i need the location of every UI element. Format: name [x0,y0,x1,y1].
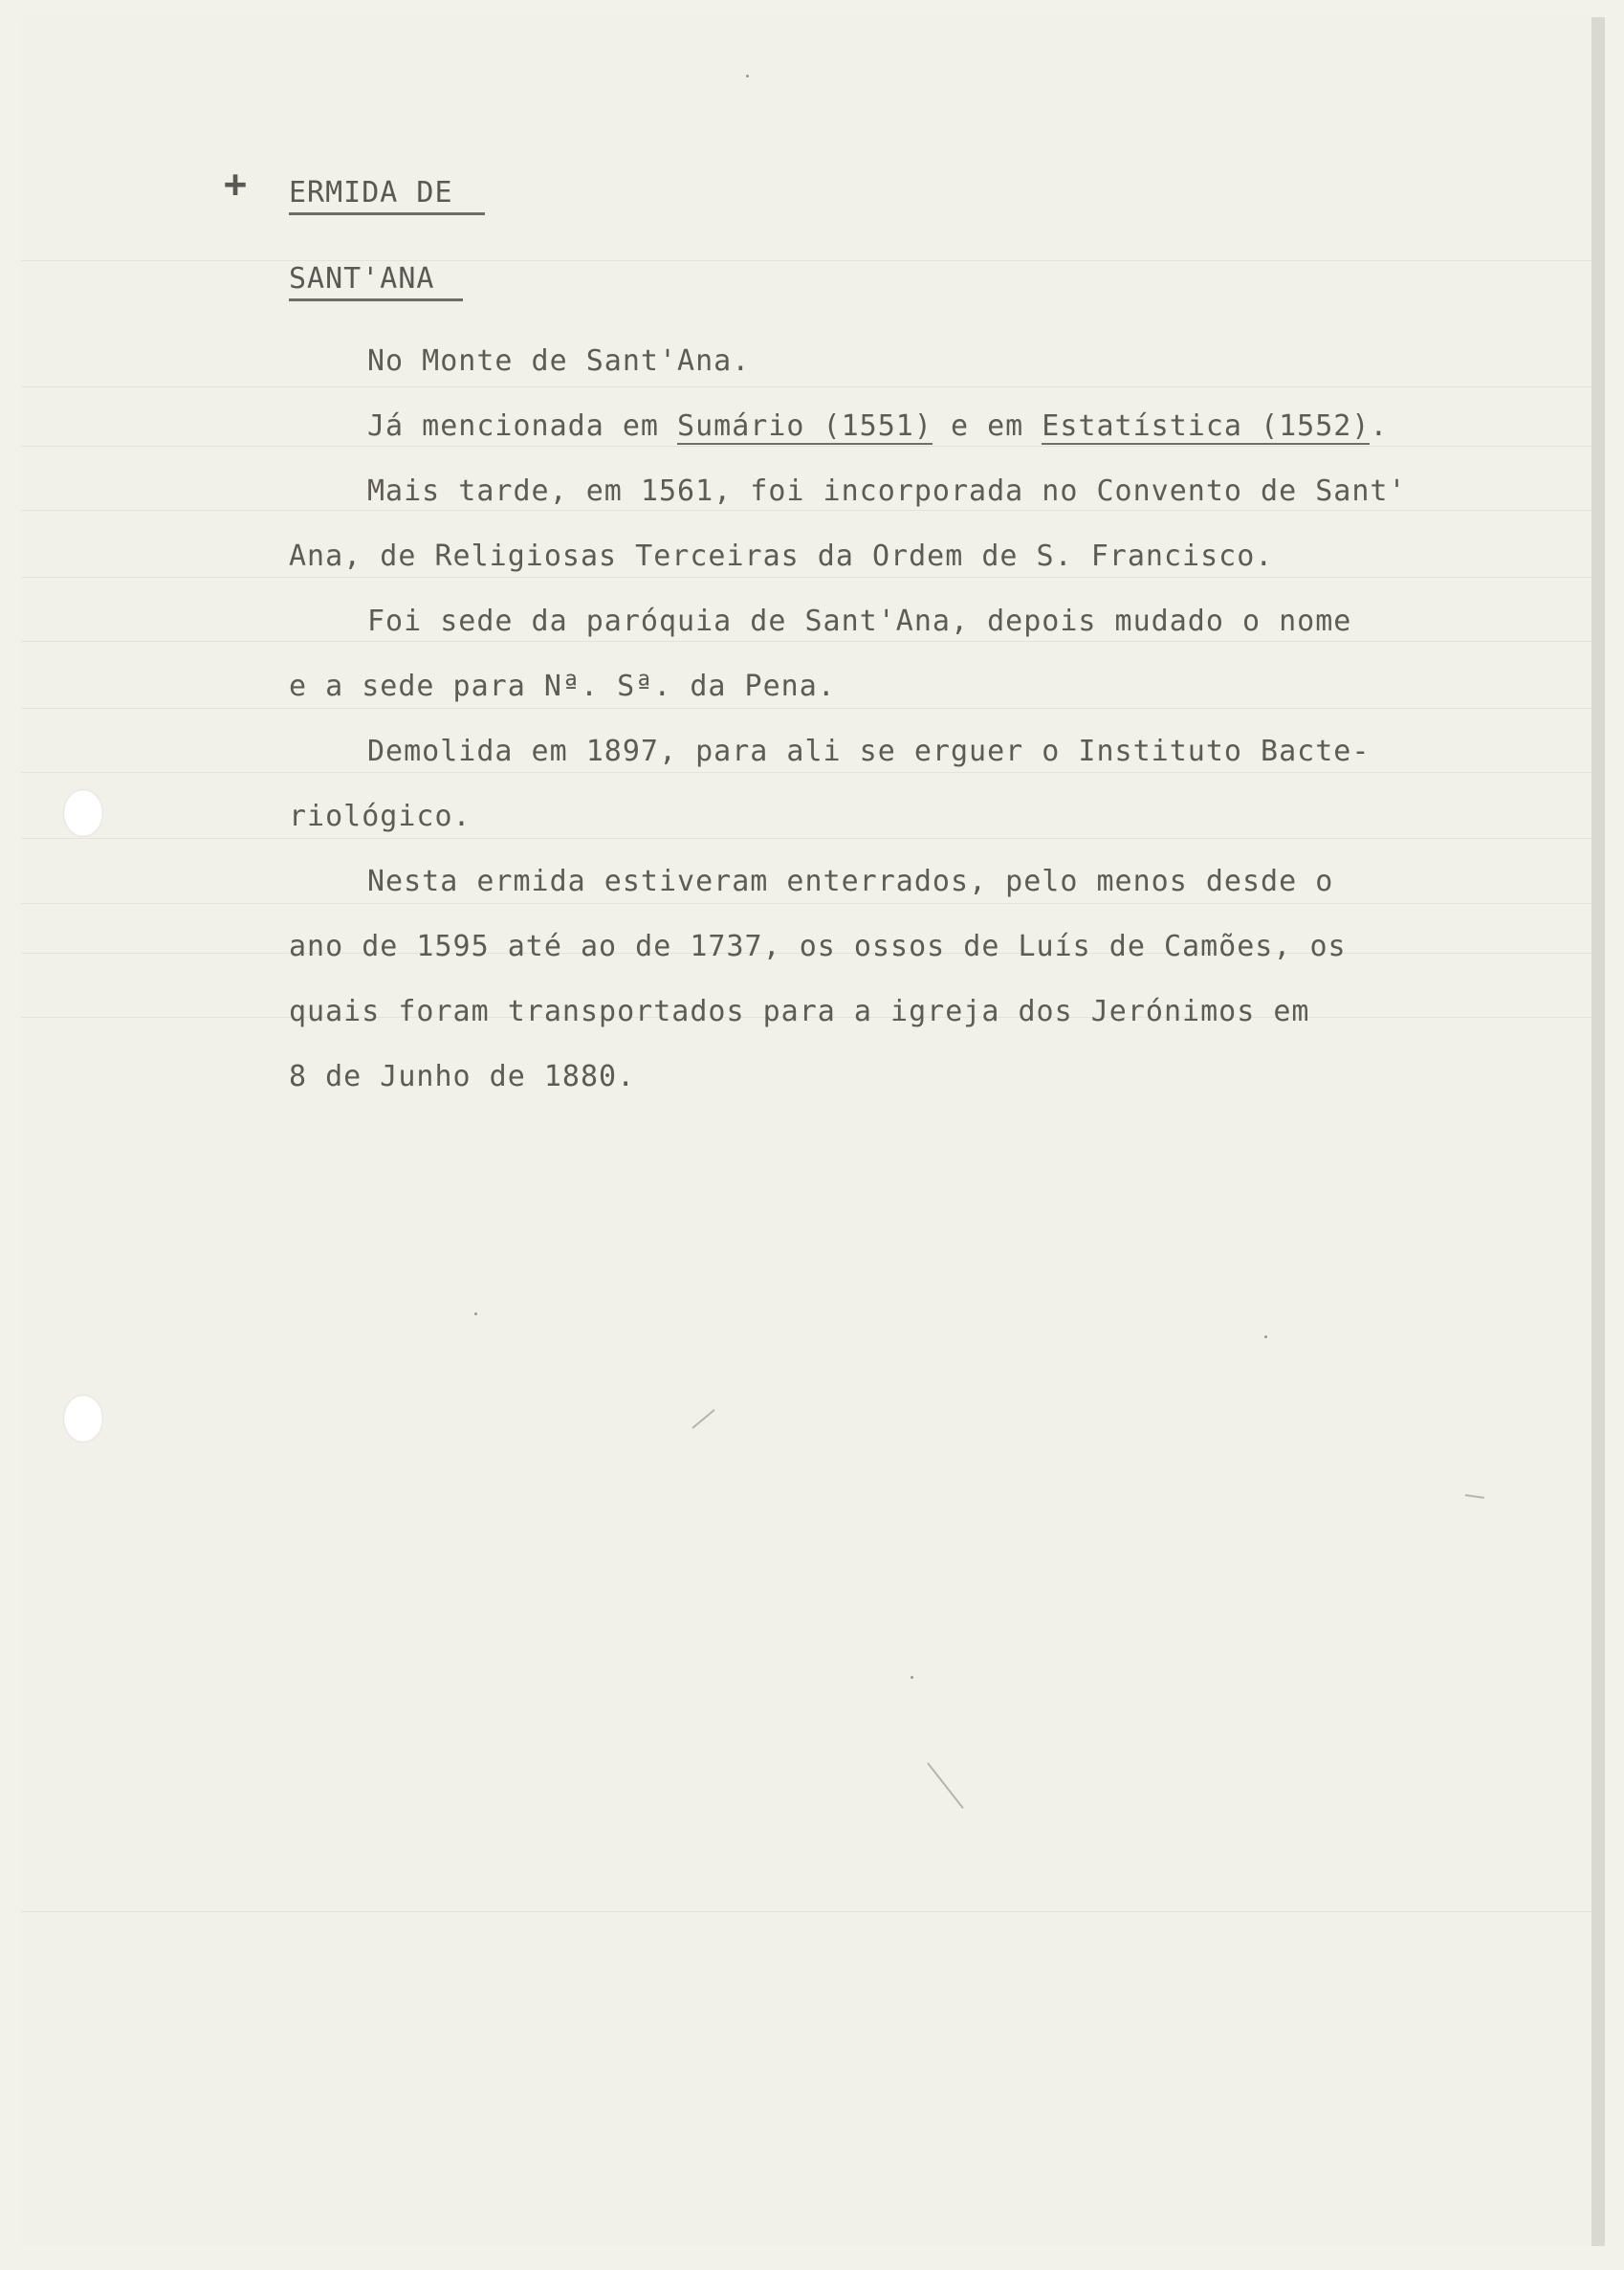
source-reference: Estatística (1552) [1042,409,1371,443]
ink-speck [1264,1335,1267,1338]
heading-line-2: SANT'ANA [289,262,435,296]
heading-underline [289,212,485,215]
ink-speck [746,75,749,77]
ruled-line [21,260,1591,261]
text-line: e a sede para Nª. Sª. da Pena. [289,670,836,703]
ruled-line [21,577,1591,578]
text-segment: Já mencionada em [367,409,678,443]
text-line: 8 de Junho de 1880. [289,1060,636,1093]
ink-speck [474,1312,477,1315]
text-segment: e em [932,409,1042,443]
heading-line-1: ERMIDA DE [289,176,453,209]
text-line: quais foram transportados para a igreja dos Jerónimos em [289,995,1310,1028]
ruled-line [21,510,1591,511]
ruled-line [21,708,1591,709]
ruled-line [21,386,1591,387]
text-line: Demolida em 1897, para ali se erguer o Instituto Bacte- [367,735,1371,768]
ruled-line [21,903,1591,904]
punch-hole [63,1395,103,1443]
ruled-line [21,446,1591,447]
text-line: Foi sede da paróquia de Sant'Ana, depois mudado o nome [367,605,1352,638]
ruled-line [21,772,1591,773]
source-reference: Sumário (1551) [677,409,933,443]
ruled-line [21,1911,1591,1912]
text-line: Mais tarde, em 1561, foi incorporada no Convento de Sant' [367,474,1407,508]
text-segment: . [1370,409,1389,443]
text-line: Nesta ermida estiveram enterrados, pelo menos desde o [367,865,1334,898]
text-line: Ana, de Religiosas Terceiras da Ordem de S. Francisco. [289,540,1274,573]
punch-hole [63,789,103,837]
text-line: No Monte de Sant'Ana. [367,344,751,378]
text-line: ano de 1595 até ao de 1737, os ossos de Luís de Camões, os [289,930,1347,963]
ink-speck [911,1676,913,1679]
cross-mark: + [224,163,249,207]
ruled-line [21,838,1591,839]
heading-underline [289,298,463,301]
text-line [367,409,1611,443]
ruled-line [21,641,1591,642]
text-line: riológico. [289,800,472,833]
